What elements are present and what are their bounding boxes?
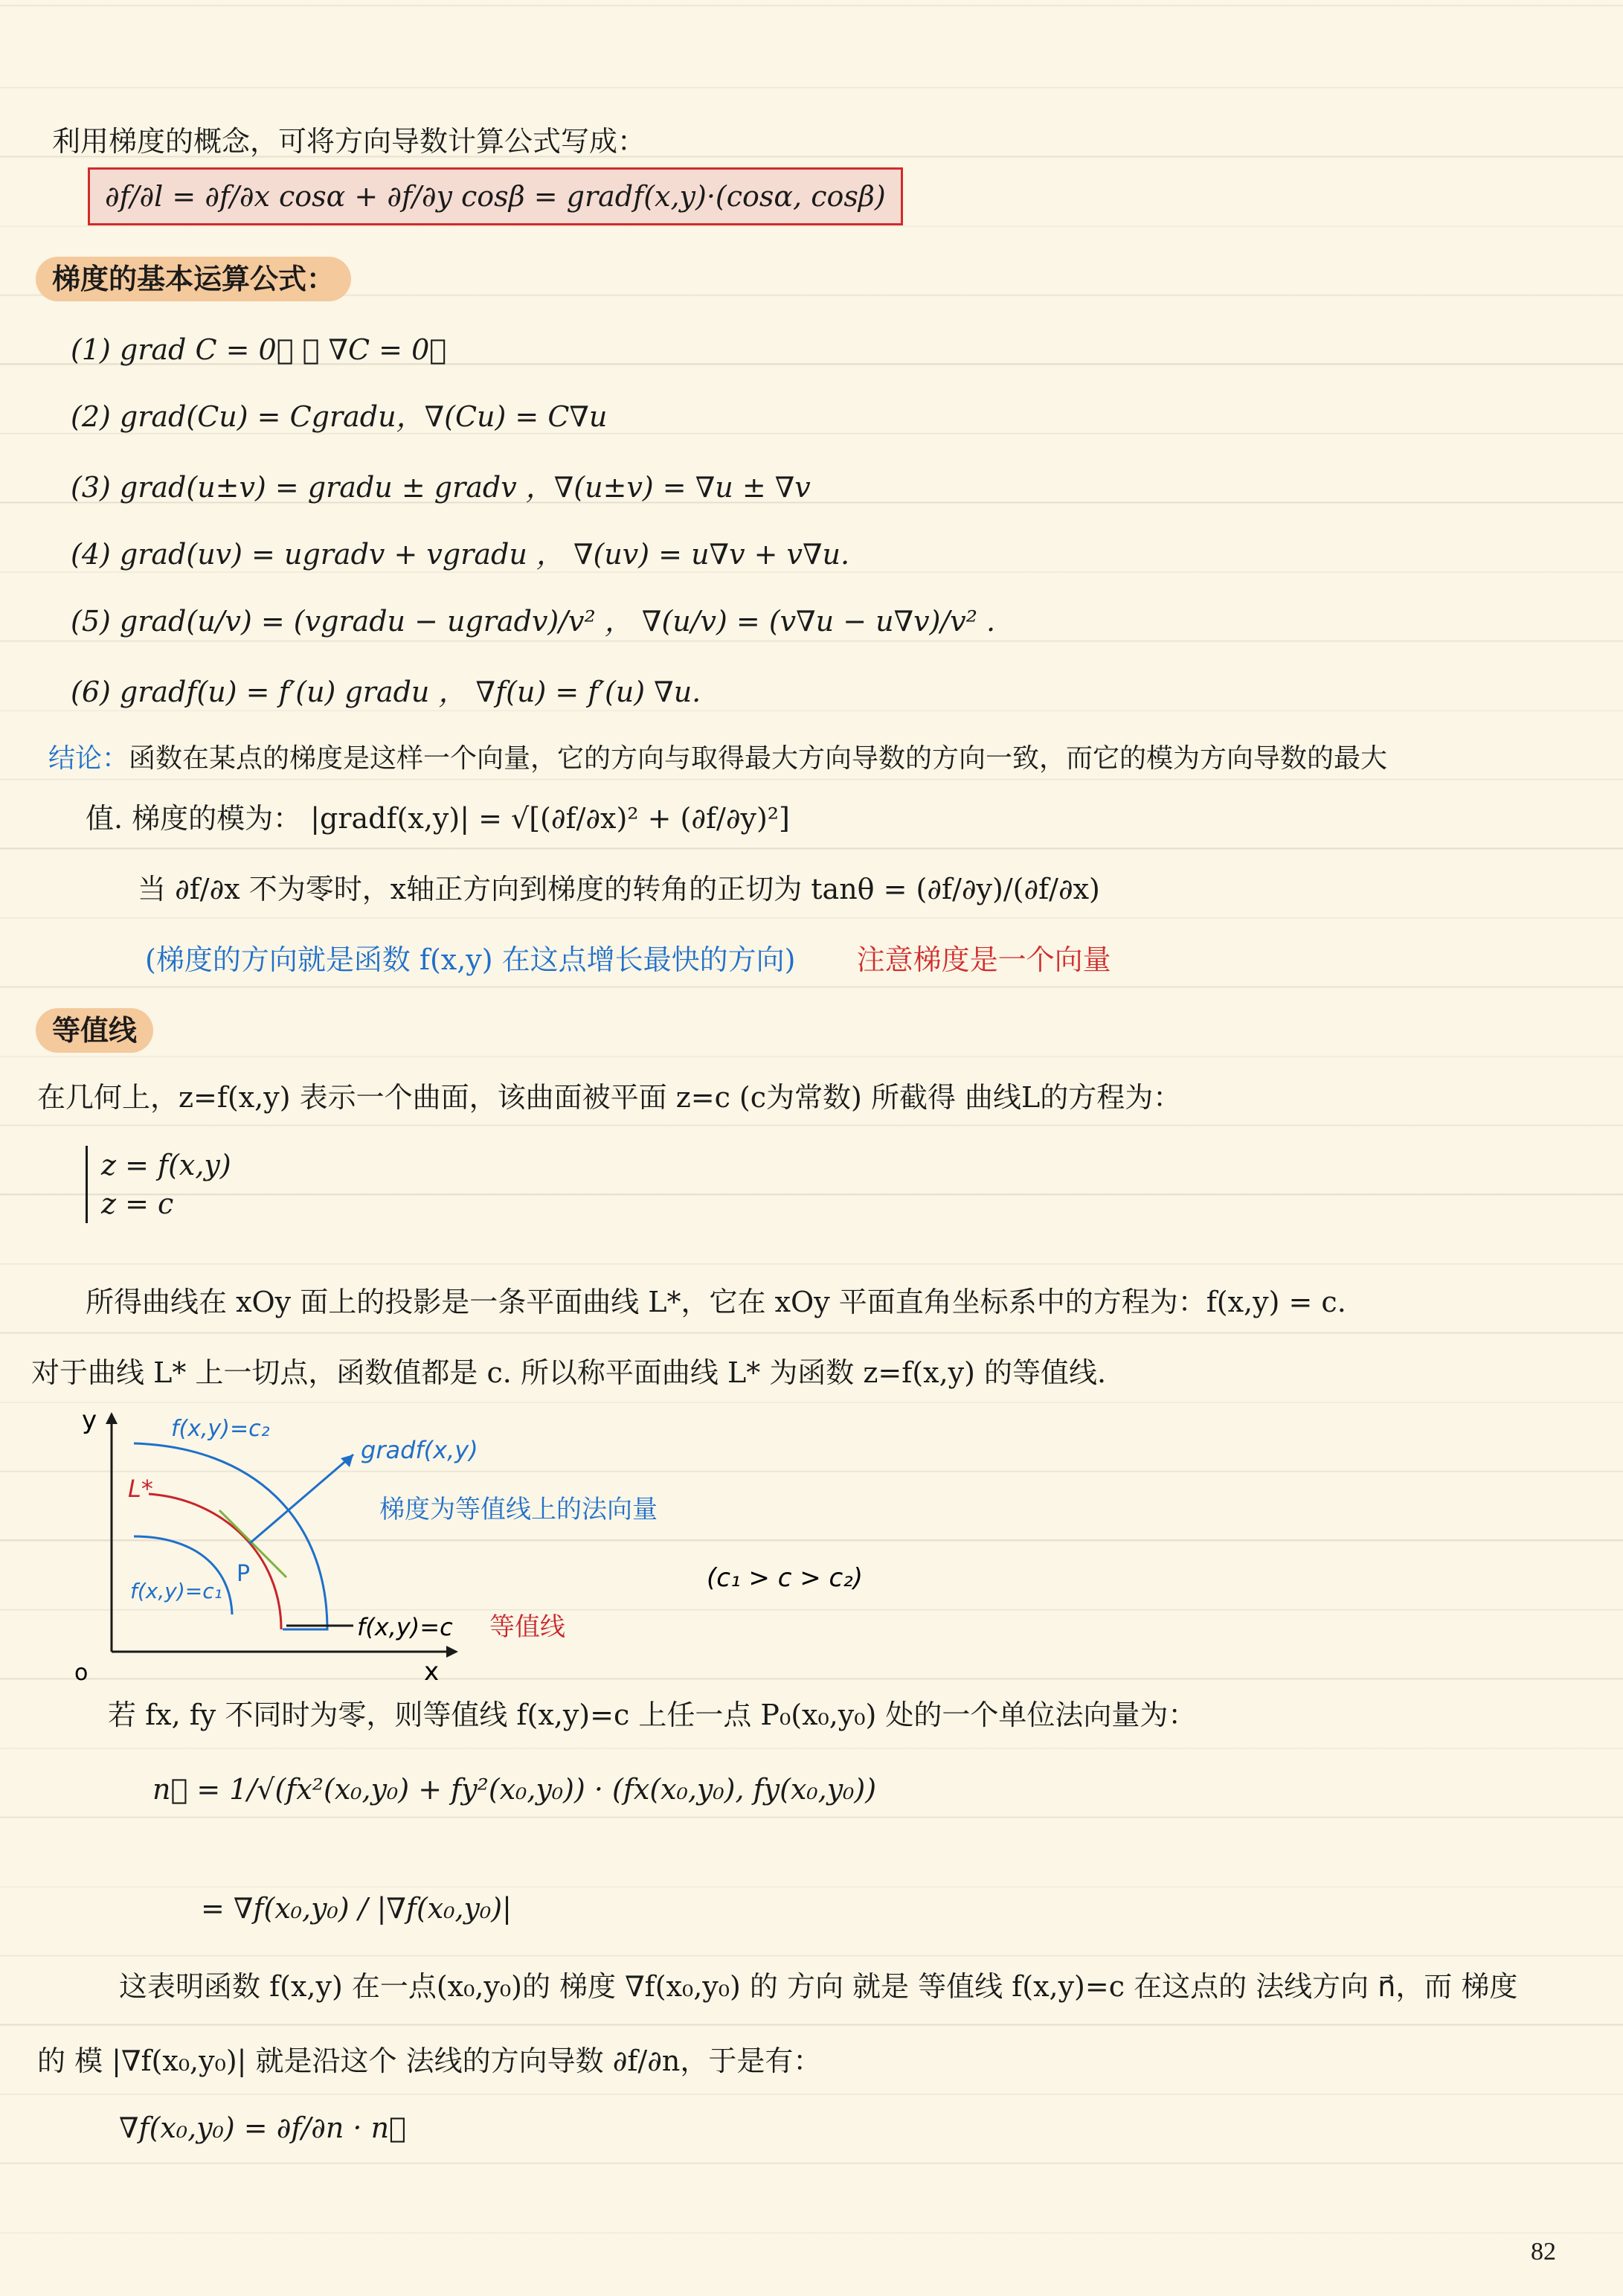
y-axis-arrow [106, 1412, 118, 1424]
gradient-notes [145, 937, 1623, 982]
normal-equation-1: n⃗ = 1/√(fx²(x₀,y₀) + fy²(x₀,y₀)) · (fx(x₀,y₀), fy(x₀,y₀)) [152, 1773, 877, 1806]
normal-intro: 若 fx, fy 不同时为零，则等值线 f(x,y)=c 上任一点 P₀(x₀,y₀) 处的一个单位法向量为： [108, 1699, 1197, 1731]
level-line-3: 对于曲线 L* 上一切点，函数值都是 c. 所以称平面曲线 L* 为函数 z=f(x,y) 的等值线. [31, 1356, 1107, 1389]
origin-label: o [74, 1660, 89, 1681]
system-eq-1: z = f(x,y) [101, 1149, 231, 1181]
section-level-lines [36, 1008, 1623, 1053]
curve-c1-label: f(x,y)=c₁ [130, 1579, 222, 1603]
x-label: x [424, 1657, 440, 1681]
rule-1: (1) grad C = 0⃗ ， ∇C = 0⃗ [71, 333, 447, 366]
l-star-label: L* [128, 1475, 153, 1503]
intro-text: 利用梯度的概念，可将方向导数计算公式写成： [52, 125, 646, 158]
y-label: y [82, 1405, 97, 1435]
conclusion-text: 函数在某点的梯度是这样一个向量，它的方向与取得最大方向导数的方向一致，而它的模为方向导数的最大 [129, 743, 1388, 774]
curve-c [149, 1494, 281, 1629]
page-number: 82 [1531, 2238, 1556, 2265]
level-note: 等值线 [489, 1612, 565, 1642]
rule-2: (2) grad(Cu) = Cgradu，∇(Cu) = C∇u [71, 400, 608, 433]
rule-3: (3) grad(u±v) = gradu ± gradv ，∇(u±v) = ∇u ± ∇v [71, 471, 811, 504]
conclusion-line-1 [48, 737, 1623, 781]
boxed-formula [88, 167, 1623, 225]
rule-6: (6) gradf(u) = f′(u) gradu ， ∇f(u) = f′(u) ∇u. [71, 676, 701, 708]
level-line-1: 在几何上，z=f(x,y) 表示一个曲面，该曲面被平面 z=c (c为常数) 所截得 曲线L的方程为： [37, 1081, 1182, 1114]
red-note: 注意梯度是一个向量 [856, 943, 1111, 976]
curve-c2-label: f(x,y)=c₂ [171, 1416, 270, 1442]
final-line-2: 的 模 |∇f(x₀,y₀)| 就是沿这个 法线的方向导数 ∂f/∂n，于是有： [37, 2045, 822, 2077]
gradient-arrowhead [341, 1455, 353, 1467]
p-label: P [237, 1561, 251, 1587]
blue-note: (梯度的方向就是函数 f(x,y) 在这点增长最快的方向) [145, 943, 796, 976]
conclusion-label: 结论： [48, 743, 129, 774]
gradient-label: gradf(x,y) [361, 1436, 478, 1464]
final-equation: ∇f(x₀,y₀) = ∂f/∂n · n⃗ [119, 2111, 406, 2144]
normal-equation-2: = ∇f(x₀,y₀) / |∇f(x₀,y₀)| [201, 1892, 512, 1925]
level-line-2: 所得曲线在 xOy 面上的投影是一条平面曲线 L*，它在 xOy 平面直角坐标系中的方程为：f(x,y) = c. [86, 1286, 1346, 1318]
section-basic-rules [36, 257, 1623, 301]
conclusion-line-3: 当 ∂f/∂x 不为零时，x轴正方向到梯度的转角的正切为 tanθ = (∂f/∂y)/(∂f/∂x) [138, 873, 1100, 905]
conclusion-line-2: 值. 梯度的模为： |gradf(x,y)| = √[(∂f/∂x)² + (∂f/∂y)²] [86, 802, 790, 835]
system-equations [86, 1146, 324, 1223]
relation-label: (c₁ > c > c₂) [707, 1563, 864, 1593]
section-title: 等值线 [36, 1008, 153, 1053]
gradient-note: 梯度为等值线上的法向量 [379, 1495, 658, 1524]
directional-derivative-formula: ∂f/∂l = ∂f/∂x cosα + ∂f/∂y cosβ = gradf(x,y)·(cosα, cosβ) [88, 167, 903, 225]
level-label: f(x,y)=c [357, 1613, 453, 1641]
x-axis-arrow [446, 1646, 458, 1658]
section-title: 梯度的基本运算公式： [36, 257, 351, 301]
rule-4: (4) grad(uv) = ugradv + vgradu ， ∇(uv) = u∇v + v∇u. [71, 538, 850, 571]
system-eq-2: z = c [101, 1187, 174, 1220]
level-curve-diagram [60, 1399, 952, 1681]
final-line-1: 这表明函数 f(x,y) 在一点(x₀,y₀)的 梯度 ∇f(x₀,y₀) 的 方向 就是 等值线 f(x,y)=c 在这点的 法线方向 n⃗，而 梯度 [119, 1970, 1518, 2003]
rule-5: (5) grad(u/v) = (vgradu − ugradv)/v² ， ∇(u/v) = (v∇u − u∇v)/v² . [71, 605, 996, 638]
